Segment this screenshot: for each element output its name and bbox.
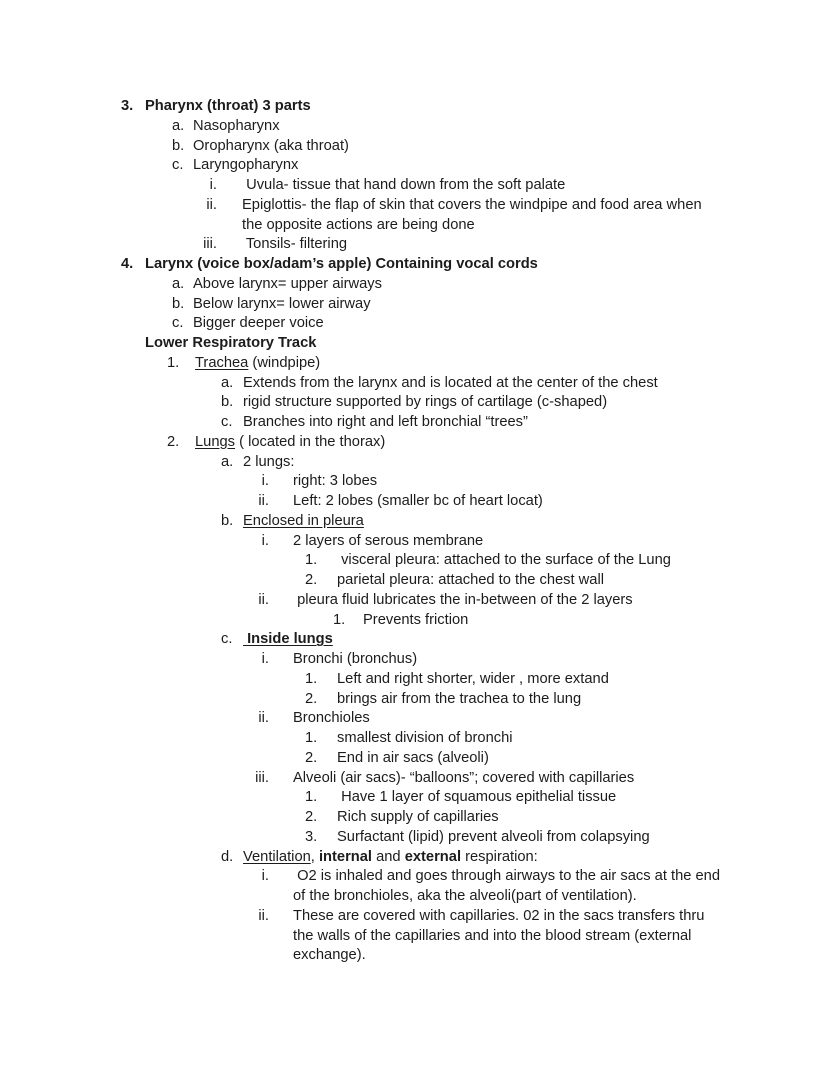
list-line <box>0 156 828 176</box>
text-segment: pleura fluid lubricates the in-between of the 2 layers <box>293 591 633 608</box>
text-segment: Bronchioles <box>293 710 370 727</box>
line-text <box>293 709 370 729</box>
text-segment: , <box>310 848 319 865</box>
list-line <box>0 472 828 492</box>
line-text <box>293 492 543 512</box>
line-text <box>243 512 364 532</box>
text-segment: Oropharynx (aka throat) <box>193 137 349 154</box>
list-line <box>0 354 828 374</box>
text-segment: Left and right shorter, wider , more extand <box>337 670 609 687</box>
text-segment: parietal pleura: attached to the chest wall <box>337 572 604 588</box>
text-segment: Lower Respiratory Track <box>145 335 317 351</box>
line-text <box>293 769 634 789</box>
line-text <box>293 532 483 552</box>
text-segment: Have 1 layer of squamous epithelial tissue <box>337 789 617 806</box>
list-line <box>0 512 828 532</box>
list-marker: c. <box>172 157 184 174</box>
list-line <box>0 630 828 650</box>
list-marker: 2. <box>305 690 318 707</box>
line-text <box>145 334 316 354</box>
line-text <box>293 927 691 947</box>
list-line <box>0 808 828 828</box>
list-marker: 1. <box>305 670 318 687</box>
list-marker: 2. <box>167 433 180 450</box>
text-segment: right: 3 lobes <box>293 473 378 490</box>
text-segment: End in air sacs (alveoli) <box>337 749 489 766</box>
list-line <box>0 749 828 769</box>
list-marker: 3. <box>305 828 318 845</box>
list-marker: b. <box>221 394 234 411</box>
list-marker: 2. <box>305 809 318 825</box>
list-line <box>0 611 828 631</box>
text-segment: Prevents friction <box>363 611 469 628</box>
list-line <box>0 532 828 552</box>
text-segment: visceral pleura: attached to the surface of the Lung <box>337 552 671 569</box>
line-text <box>293 867 720 887</box>
list-line <box>0 97 828 117</box>
list-marker: b. <box>172 295 185 312</box>
list-line <box>0 334 828 354</box>
list-line <box>0 729 828 749</box>
line-text <box>337 551 671 571</box>
line-text <box>193 275 382 295</box>
line-text <box>337 690 581 710</box>
text-segment: Laryngopharynx <box>193 157 299 174</box>
text-segment: Alveoli (air sacs)- “balloons”; covered with capillaries <box>293 769 635 786</box>
list-line <box>0 413 828 433</box>
list-marker: 1. <box>305 552 318 569</box>
line-text <box>337 571 604 591</box>
list-line <box>0 887 828 907</box>
line-text <box>337 749 489 769</box>
line-text <box>193 295 371 315</box>
list-marker: a. <box>172 275 185 292</box>
text-segment: Bronchi (bronchus) <box>293 651 418 667</box>
text-segment: Lungs <box>195 433 236 450</box>
list-line <box>0 927 828 947</box>
line-text <box>293 907 704 927</box>
list-marker: ii. <box>206 196 217 213</box>
line-text <box>243 453 294 473</box>
list-marker: i. <box>209 177 217 193</box>
list-marker: 2. <box>305 572 318 588</box>
text-segment: Bigger deeper voice <box>193 315 324 332</box>
list-marker: 1. <box>167 354 180 371</box>
list-marker: c. <box>172 315 184 332</box>
list-line <box>0 867 828 887</box>
text-segment: Nasopharynx <box>193 117 280 134</box>
text-segment: O2 is inhaled and goes through airways to the air sacs at the end <box>293 868 721 885</box>
list-marker: 1. <box>305 789 318 806</box>
list-line <box>0 216 828 236</box>
list-marker: i. <box>261 473 269 490</box>
list-line <box>0 137 828 157</box>
line-text <box>293 591 633 611</box>
list-line <box>0 650 828 670</box>
text-segment: 2 layers of serous membrane <box>293 532 484 549</box>
list-marker: ii. <box>258 493 269 509</box>
line-text <box>293 946 366 966</box>
line-text <box>293 472 377 492</box>
list-line <box>0 295 828 315</box>
list-marker <box>225 946 293 966</box>
list-line <box>0 314 828 334</box>
list-marker: c. <box>221 414 233 430</box>
list-marker: ii. <box>258 591 269 608</box>
list-line <box>0 769 828 789</box>
list-marker <box>225 887 293 907</box>
list-line <box>0 571 828 591</box>
text-segment: brings air from the trachea to the lung <box>337 690 582 707</box>
notes-outline <box>0 97 828 966</box>
line-text <box>337 788 616 808</box>
list-marker: a. <box>221 453 234 470</box>
text-segment: of the bronchioles, aka the alveoli(part of ventilation). <box>293 888 637 904</box>
text-segment: Ventilation <box>243 848 311 865</box>
text-segment: Tonsils- filtering <box>242 236 348 253</box>
text-segment: Epiglottis- the flap of skin that covers the windpipe and food area when <box>242 196 702 213</box>
list-marker: c. <box>221 631 233 648</box>
line-text <box>195 433 385 453</box>
list-line <box>0 848 828 868</box>
list-marker: 3. <box>121 98 134 114</box>
list-line <box>0 255 828 275</box>
text-segment: (windpipe) <box>248 354 321 371</box>
text-segment: exchange). <box>293 947 366 964</box>
text-segment: Extends from the larynx and is located at the center of the chest <box>243 374 658 391</box>
text-segment: external <box>404 848 462 865</box>
text-segment: the opposite actions are being done <box>242 216 475 233</box>
text-segment: Left: 2 lobes (smaller bc of heart locat) <box>293 493 543 509</box>
list-marker: ii. <box>258 710 269 727</box>
line-text <box>363 611 468 631</box>
list-line <box>0 492 828 512</box>
text-segment: respiration: <box>461 848 538 865</box>
list-marker <box>225 927 293 947</box>
line-text <box>242 176 565 196</box>
list-marker: 2. <box>305 749 318 766</box>
list-line <box>0 709 828 729</box>
text-segment: Pharynx (throat) 3 parts <box>145 98 311 114</box>
text-segment: and <box>372 848 405 865</box>
list-line <box>0 275 828 295</box>
line-text <box>337 828 650 848</box>
list-line <box>0 946 828 966</box>
list-line <box>0 235 828 255</box>
list-marker: b. <box>172 137 185 154</box>
line-text <box>337 729 513 749</box>
text-segment: Trachea <box>195 354 249 371</box>
list-marker: 1. <box>305 730 318 746</box>
text-segment: Surfactant (lipid) prevent alveoli from colapsying <box>337 828 650 845</box>
list-marker: iii. <box>255 769 269 786</box>
text-segment: Above larynx= upper airways <box>193 275 382 292</box>
text-segment: internal <box>318 848 373 865</box>
list-marker: b. <box>221 512 234 529</box>
line-text <box>337 808 499 828</box>
list-marker: d. <box>221 848 234 865</box>
line-text <box>243 413 528 433</box>
line-text <box>193 117 280 137</box>
list-marker: ii. <box>258 907 269 924</box>
list-marker: i. <box>261 532 269 549</box>
list-line <box>0 690 828 710</box>
line-text <box>243 848 538 868</box>
text-segment: Below larynx= lower airway <box>193 295 371 312</box>
line-text <box>145 97 311 117</box>
line-text <box>243 393 607 413</box>
list-marker: i. <box>261 868 269 885</box>
text-segment: smallest division of bronchi <box>337 730 513 746</box>
line-text <box>293 650 417 670</box>
text-segment: Larynx (voice box/adam’s apple) Containing vocal cords <box>145 256 538 272</box>
line-text <box>243 630 333 650</box>
text-segment: the walls of the capillaries and into the blood stream (external <box>293 927 692 944</box>
list-marker <box>180 216 242 236</box>
list-line <box>0 117 828 137</box>
list-line <box>0 551 828 571</box>
list-line <box>0 393 828 413</box>
line-text <box>243 374 658 394</box>
line-text <box>337 670 609 690</box>
text-segment: ( located in the thorax) <box>235 433 386 450</box>
line-text <box>242 196 702 216</box>
line-text <box>242 235 347 255</box>
list-line <box>0 196 828 216</box>
list-marker: 1. <box>333 611 346 628</box>
list-marker: a. <box>172 117 185 134</box>
list-marker: 4. <box>121 256 134 272</box>
line-text <box>193 314 324 334</box>
list-line <box>0 433 828 453</box>
text-segment: These are covered with capillaries. 02 in the sacs transfers thru <box>293 907 705 924</box>
text-segment: 2 lungs: <box>243 453 295 470</box>
list-marker: i. <box>261 651 269 667</box>
list-line <box>0 788 828 808</box>
text-segment: Branches into right and left bronchial “trees” <box>243 414 528 430</box>
list-line <box>0 670 828 690</box>
line-text <box>193 156 298 176</box>
text-segment: Enclosed in pleura <box>243 512 364 529</box>
line-text <box>145 255 538 275</box>
list-line <box>0 828 828 848</box>
list-marker: iii. <box>203 236 217 253</box>
list-line <box>0 591 828 611</box>
list-line <box>0 176 828 196</box>
list-marker: a. <box>221 374 234 391</box>
text-segment: Uvula- tissue that hand down from the soft palate <box>242 177 566 193</box>
list-line <box>0 907 828 927</box>
line-text <box>242 216 475 236</box>
list-line <box>0 453 828 473</box>
line-text <box>193 137 349 157</box>
text-segment: rigid structure supported by rings of cartilage (c-shaped) <box>243 394 608 411</box>
text-segment: Inside lungs <box>243 631 333 648</box>
line-text <box>195 354 320 374</box>
text-segment: Rich supply of capillaries <box>337 809 499 825</box>
line-text <box>293 887 637 907</box>
list-line <box>0 374 828 394</box>
